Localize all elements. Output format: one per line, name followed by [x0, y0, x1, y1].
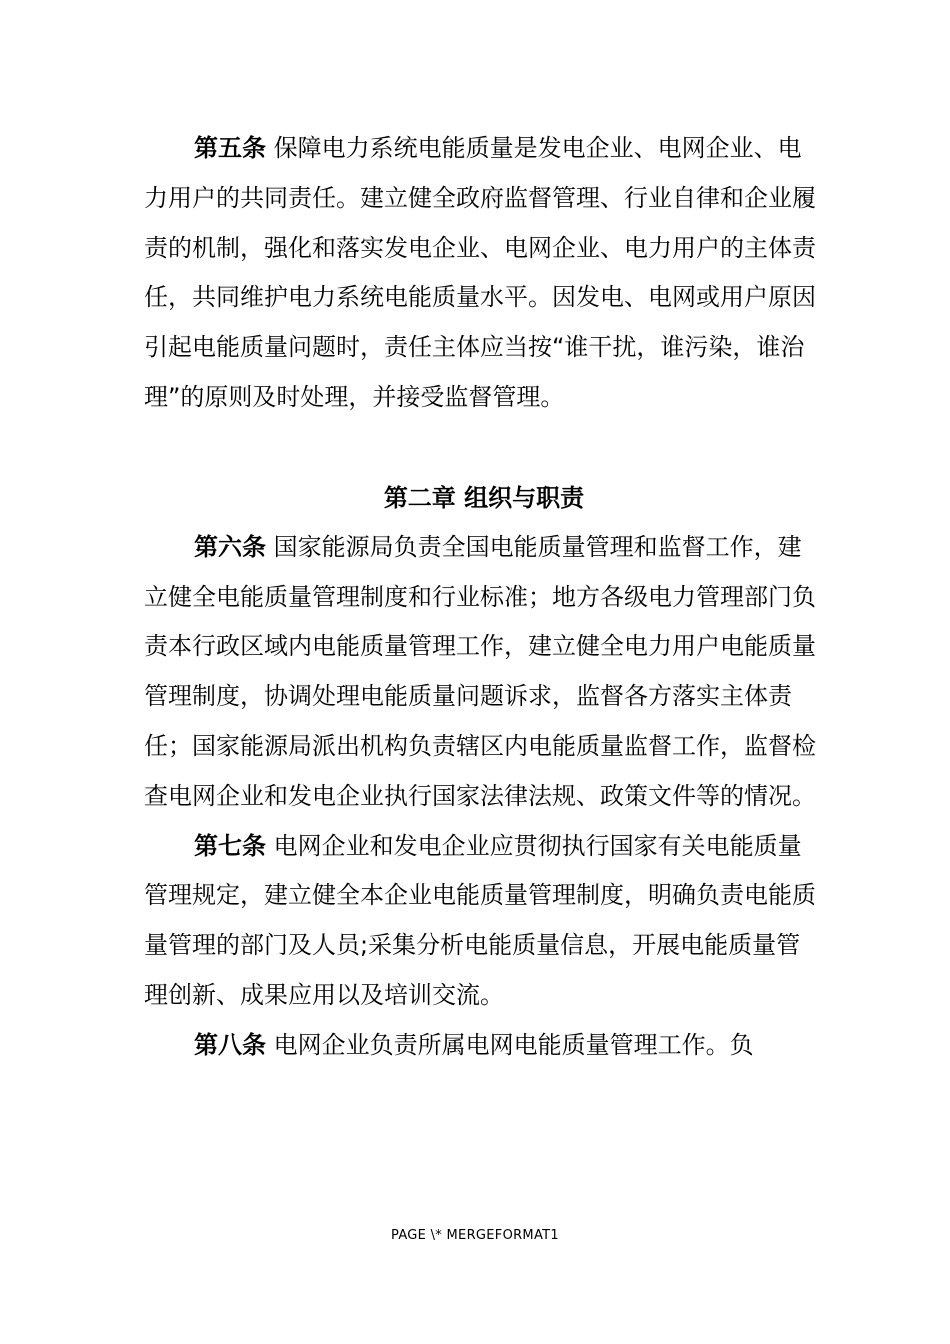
article-8-paragraph [144, 1021, 824, 1071]
article-7-number: 第七条 [194, 831, 266, 860]
article-5-number: 第五条 [194, 134, 266, 162]
section-spacer [144, 423, 824, 473]
article-8-number: 第八条 [194, 1030, 266, 1059]
chapter-2-heading: 第二章 组织与职责 [383, 483, 585, 512]
article-7-paragraph [144, 822, 824, 1021]
article-6-paragraph [144, 523, 824, 822]
article-6-text: 国家能源局负责全国电能质量管理和监督工作，建立健全电能质量管理制度和行业标准；地方各级电力管理部门负责本行政区域内电能质量管理工作，建立健全电力用户电能质量管理制度，协调处理电能质量问题诉求，监督各方落实主体责任；国家能源局派出机构负责辖区内电能质量监督工作，监督检查电网企业和发电企业执行国家法律法规、政策文件等的情况。 [144, 532, 816, 810]
article-5-paragraph [144, 124, 824, 423]
document-body [144, 124, 824, 1071]
article-7-text: 电网企业和发电企业应贯彻执行国家有关电能质量管理规定，建立健全本企业电能质量管理制度，明确负责电能质量管理的部门及人员;采集分析电能质量信息，开展电能质量管理创新、成果应用以及培训交流。 [144, 831, 816, 1009]
article-8-text: 电网企业负责所属电网电能质量管理工作。负 [273, 1030, 754, 1059]
article-5-text: 保障电力系统电能质量是发电企业、电网企业、电力用户的共同责任。建立健全政府监督管理、行业自律和企业履责的机制，强化和落实发电企业、电网企业、电力用户的主体责任，共同维护电力系统电能质量水平。因发电、电网或用户原因引起电能质量问题时，责任主体应当按“谁干扰，谁污染，谁治理”的原则及时处理，并接受监督管理。 [144, 134, 816, 411]
page-footer: PAGE \* MERGEFORMAT1 [391, 1228, 559, 1243]
article-6-number: 第六条 [194, 532, 266, 561]
